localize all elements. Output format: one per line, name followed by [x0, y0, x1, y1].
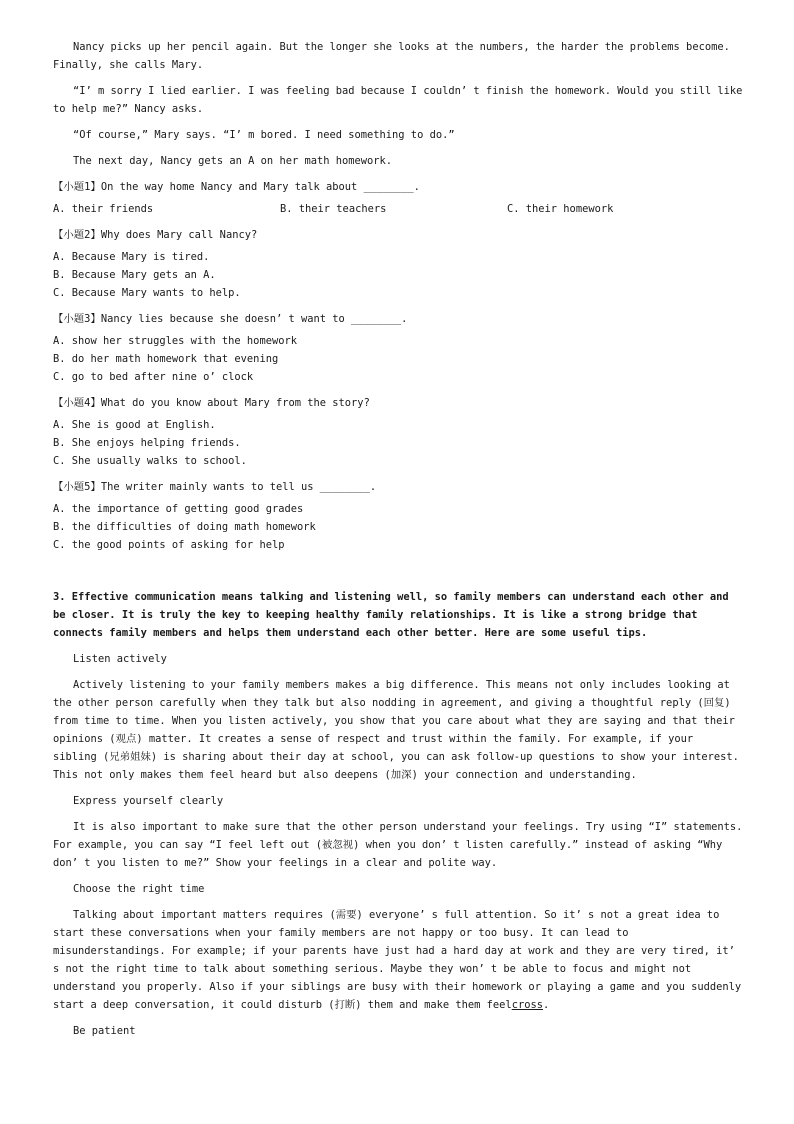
- section-text-end: .: [542, 999, 550, 1011]
- option-c: C. their homework: [507, 203, 614, 215]
- option-b: B. the difficulties of doing math homework: [53, 521, 316, 533]
- section-heading: Choose the right time: [73, 883, 205, 895]
- option-c: C. go to bed after nine o’ clock: [53, 371, 254, 383]
- story-paragraph: Nancy picks up her pencil again. But the longer she looks at the numbers, the harder the problems become. Finally, she calls Mary.: [53, 41, 730, 71]
- section-heading: Be patient: [73, 1025, 136, 1037]
- options-list: [53, 500, 743, 554]
- question-text: What do you know about Mary from the story?: [100, 397, 370, 409]
- option-b: B. do her math homework that evening: [53, 353, 279, 365]
- option-a: A. the importance of getting good grades: [53, 503, 304, 515]
- question-3: [53, 310, 743, 386]
- option-a: A. their friends: [53, 203, 154, 215]
- question-text: Nancy lies because she doesn’ t want to ________.: [100, 313, 408, 325]
- passage-3-intro: 3. Effective communication means talking and listening well, so family members can understand each other and be closer. It is truly the key to keeping healthy family relationships. It is like a strong bridge that connects family members and helps them understand each other better. Here are some useful tips.: [53, 591, 729, 639]
- question-5: [53, 478, 743, 554]
- question-text: On the way home Nancy and Mary talk about ________.: [100, 181, 420, 193]
- options-list: [53, 248, 743, 302]
- options-row: [53, 200, 743, 218]
- option-a: A. Because Mary is tired.: [53, 251, 210, 263]
- option-b: B. She enjoys helping friends.: [53, 437, 241, 449]
- question-label: 【小题1】: [53, 181, 101, 193]
- question-stem: [53, 394, 743, 412]
- question-1: [53, 178, 743, 218]
- option-a: A. She is good at English.: [53, 419, 216, 431]
- section-text: [53, 906, 743, 1014]
- section-heading: Listen actively: [73, 653, 167, 665]
- option-c: C. Because Mary wants to help.: [53, 287, 241, 299]
- story-paragraph: “I’ m sorry I lied earlier. I was feeling bad because I couldn’ t finish the homework. Would you still like to help me?” Nancy asks.: [53, 85, 743, 115]
- options-list: [53, 332, 743, 386]
- underlined-answer: cross: [511, 999, 543, 1011]
- section-text-body: Talking about important matters requires (需要) everyone’ s full attention. So it’ s not a great idea to start these conversations when your family members are not happy or too busy. It can lead to misunderstandings. For example; if your parents have just had a hard day at work and they are very tired, it’ s not the right time to talk about something serious. Maybe they won’ t be able to focus and might not understand you properly. Also if your siblings are busy with their homework or playing a game and you suddenly start a deep conversation, it could disturb (打断) them and make them feel: [53, 909, 742, 1011]
- story-paragraph: “Of course,” Mary says. “I’ m bored. I need something to do.”: [73, 129, 455, 141]
- question-stem: [53, 178, 743, 196]
- option-c: C. the good points of asking for help: [53, 539, 285, 551]
- question-label: 【小题2】: [53, 229, 101, 241]
- options-list: [53, 416, 743, 470]
- question-text: The writer mainly wants to tell us ________.: [100, 481, 377, 493]
- option-a: A. show her struggles with the homework: [53, 335, 297, 347]
- option-b: B. Because Mary gets an A.: [53, 269, 216, 281]
- question-label: 【小题5】: [53, 481, 101, 493]
- story-paragraph: The next day, Nancy gets an A on her math homework.: [73, 155, 393, 167]
- section-heading: Express yourself clearly: [73, 795, 224, 807]
- question-stem: [53, 310, 743, 328]
- question-4: [53, 394, 743, 470]
- option-c: C. She usually walks to school.: [53, 455, 247, 467]
- question-stem: [53, 478, 743, 496]
- question-text: Why does Mary call Nancy?: [100, 229, 258, 241]
- question-stem: [53, 226, 743, 244]
- section-text: It is also important to make sure that the other person understand your feelings. Try using “I” statements. For example, you can say “I feel left out (被忽视) when you don’ t listen carefully.” instead of asking “Why don’ t you listen to me?” Show your feelings in a clear and polite way.: [53, 821, 743, 869]
- document-page: [53, 38, 743, 1048]
- question-label: 【小题4】: [53, 397, 101, 409]
- option-b: B. their teachers: [280, 203, 387, 215]
- question-2: [53, 226, 743, 302]
- question-label: 【小题3】: [53, 313, 101, 325]
- section-text: Actively listening to your family members makes a big difference. This means not only includes looking at the other person carefully when they talk but also nodding in agreement, and giving a thoughtful reply (回复) from time to time. When you listen actively, you show that you care about what they are saying and that their opinions (观点) matter. It creates a sense of respect and trust within the family. For example, if your sibling (兄弟姐妹) is sharing about their day at school, you can ask follow-up questions to show your interest. This not only makes them feel heard but also deepens (加深) your connection and understanding.: [53, 679, 739, 781]
